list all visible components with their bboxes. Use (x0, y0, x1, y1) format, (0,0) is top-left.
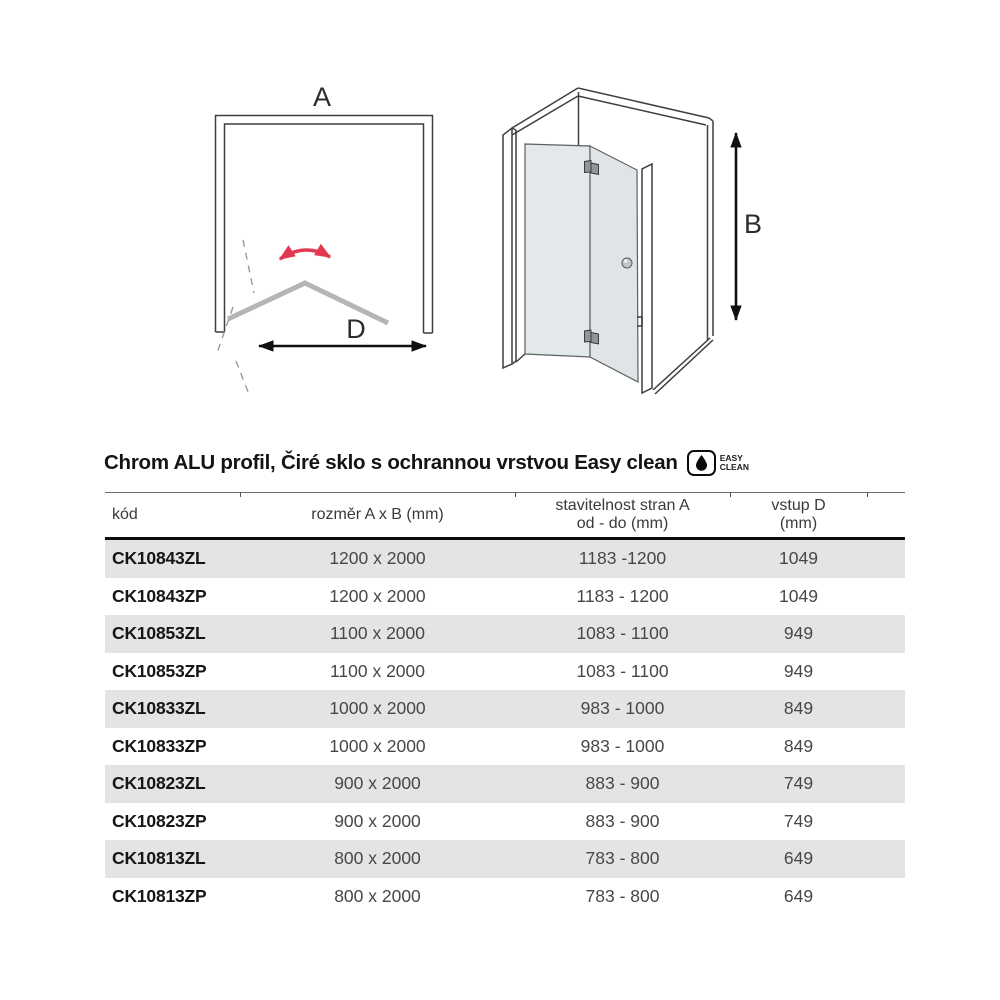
right-profile-post (642, 164, 652, 393)
cell-size: 1000 x 2000 (329, 698, 426, 719)
column-tick (240, 492, 241, 497)
door-swing-dashed-lines (216, 240, 254, 397)
table-row (105, 878, 905, 916)
table-row (105, 615, 905, 653)
header-size: rozměr A x B (mm) (240, 493, 515, 539)
entry-label-D: D (346, 314, 366, 344)
floor-line (516, 354, 525, 362)
column-tick (867, 492, 868, 497)
cell-size: 1100 x 2000 (329, 623, 426, 644)
cell-code: CK10853ZP (112, 660, 207, 681)
cell-spacer (867, 765, 905, 803)
swing-arrow-icon (280, 250, 330, 259)
cell-spacer (867, 878, 905, 916)
right-wall-outer-edge (708, 121, 714, 340)
cell-code: CK10833ZL (112, 698, 206, 719)
cell-code: CK10813ZL (112, 848, 206, 869)
table-row (105, 840, 905, 878)
cell-spacer (867, 539, 905, 578)
page-title: Chrom ALU profil, Čiré sklo s ochrannou vrstvou Easy clean (104, 451, 678, 474)
cell-code: CK10823ZP (112, 810, 207, 831)
top-rail-left (512, 88, 578, 135)
cell-size: 800 x 2000 (334, 885, 421, 906)
header-code: kód (105, 493, 240, 539)
cell-size: 1000 x 2000 (329, 735, 426, 756)
cell-entry: 1049 (779, 585, 818, 606)
cell-size: 1100 x 2000 (329, 660, 426, 681)
technical-diagrams (0, 0, 1000, 440)
table-row (105, 803, 905, 841)
cell-adjust: 1083 - 1100 (576, 623, 669, 644)
cell-code: CK10843ZP (112, 585, 207, 606)
table-row (105, 728, 905, 766)
door-handle-icon (622, 258, 632, 268)
glass-panel-fixed (525, 144, 590, 357)
table-row (105, 539, 905, 578)
table-row (105, 690, 905, 728)
cell-entry: 749 (783, 810, 814, 831)
cell-adjust: 1183 -1200 (578, 548, 667, 569)
cell-adjust: 1083 - 1100 (576, 660, 669, 681)
cell-size: 900 x 2000 (334, 810, 421, 831)
cell-adjust: 1183 - 1200 (576, 585, 669, 606)
cell-size: 1200 x 2000 (329, 548, 426, 569)
cell-code: CK10823ZL (112, 773, 206, 794)
cell-code: CK10843ZL (112, 548, 206, 569)
table-header-row (105, 493, 905, 539)
cell-entry: 949 (783, 623, 814, 644)
cell-spacer (867, 690, 905, 728)
left-profile-post (503, 128, 512, 368)
cell-adjust: 883 - 900 (585, 810, 660, 831)
cell-adjust: 883 - 900 (585, 773, 660, 794)
top-view-diagram (216, 82, 433, 397)
cell-entry: 849 (783, 735, 814, 756)
cell-size: 1200 x 2000 (329, 585, 426, 606)
height-label-B: B (744, 209, 763, 239)
easy-clean-label: EASY CLEAN (719, 452, 749, 472)
cell-spacer (867, 803, 905, 841)
perspective-diagram (503, 88, 762, 394)
cell-code: CK10853ZL (112, 623, 206, 644)
cell-entry: 849 (783, 698, 814, 719)
table-row (105, 765, 905, 803)
cell-spacer (867, 615, 905, 653)
cell-entry: 649 (783, 885, 814, 906)
cell-spacer (867, 840, 905, 878)
cell-adjust: 983 - 1000 (580, 735, 665, 756)
cell-adjust: 783 - 800 (585, 885, 660, 906)
header-entry: vstup D (mm) (730, 493, 867, 539)
cell-entry: 949 (783, 660, 814, 681)
table-body (105, 539, 905, 916)
cell-code: CK10813ZP (112, 885, 207, 906)
spec-table-wrap (105, 492, 905, 915)
cell-spacer (867, 728, 905, 766)
top-right-corner (709, 118, 713, 121)
column-tick (730, 492, 731, 497)
cell-size: 900 x 2000 (334, 773, 421, 794)
cell-adjust: 983 - 1000 (580, 698, 665, 719)
cell-entry: 649 (783, 848, 814, 869)
easy-clean-badge (687, 450, 749, 476)
frame-end-caps (216, 332, 433, 333)
top-rail-right (578, 88, 709, 125)
cell-entry: 1049 (779, 548, 818, 569)
cell-spacer (867, 653, 905, 691)
cell-size: 800 x 2000 (334, 848, 421, 869)
right-wall-bottom-edge (653, 338, 713, 394)
title-row (104, 450, 916, 476)
cell-adjust: 783 - 800 (585, 848, 660, 869)
column-tick (515, 492, 516, 497)
water-drop-icon (687, 450, 716, 476)
cell-spacer (867, 578, 905, 616)
table-row (105, 578, 905, 616)
cell-code: CK10833ZP (112, 735, 207, 756)
spec-table (105, 492, 905, 915)
table-row (105, 653, 905, 691)
width-label-A: A (312, 82, 332, 112)
header-adjustability: stavitelnost stran A od - do (mm) (515, 493, 730, 539)
header-spacer (867, 493, 905, 539)
frame-outer-line (216, 116, 433, 334)
frame-inner-line (225, 124, 424, 333)
cell-entry: 749 (783, 773, 814, 794)
